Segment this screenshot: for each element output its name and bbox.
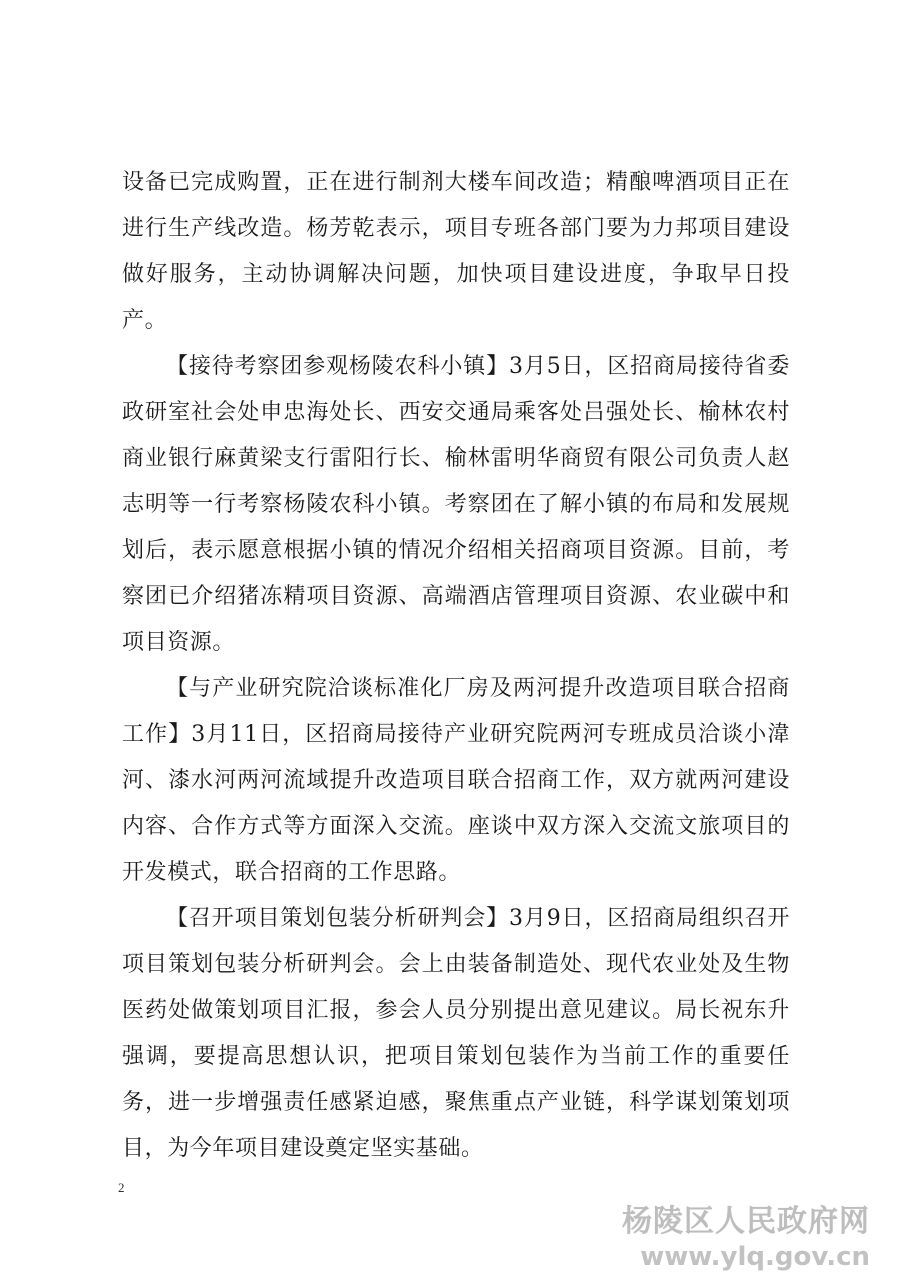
watermark [622, 1196, 870, 1272]
watermark-site-url: www.ylq.gov.cn [640, 1242, 870, 1272]
paragraph-industry-institute: 【与产业研究院洽谈标准化厂房及两河提升改造项目联合招商工作】3月11日，区招商局接待产业研究院两河专班成员洽谈小湋河、漆水河两河流域提升改造项目联合招商工作，双方就两河建设内容、合作方式等方面深入交流。座谈中双方深入交流文旅项目的开发模式，联合招商的工作思路。 [122, 676, 790, 885]
page-number: 2 [118, 1180, 125, 1195]
paragraph-project-planning-meeting: 【召开项目策划包装分析研判会】3月9日，区招商局组织召开项目策划包装分析研判会。会上由装备制造处、现代农业处及生物医药处做策划项目汇报，参会人员分别提出意见建议。局长祝东升强调，要提高思想认识，把项目策划包装作为当前工作的重要任务，进一步增强责任感紧迫感，聚焦重点产业链，科学谋划策划项目，为今年项目建设奠定坚实基础。 [122, 906, 790, 1161]
watermark-site-name: 杨陵区人民政府网 [622, 1204, 870, 1239]
paragraph-inspection-tour: 【接待考察团参观杨陵农科小镇】3月5日，区招商局接待省委政研室社会处申忠海处长、西安交通局乘客处吕强处长、榆林农村商业银行麻黄梁支行雷阳行长、榆林雷明华商贸有限公司负责人赵志明等一行考察杨陵农科小镇。考察团在了解小镇的布局和发展规划后，表示愿意根据小镇的情况介绍相关招商项目资源。目前，考察团已介绍猪冻精项目资源、高端酒店管理项目资源、农业碳中和项目资源。 [122, 354, 790, 655]
paragraph-continuation: 设备已完成购置，正在进行制剂大楼车间改造；精酿啤酒项目正在进行生产线改造。杨芳乾表示，项目专班各部门要为力邦项目建设做好服务，主动协调解决问题，加快项目建设进度，争取早日投产。 [122, 170, 790, 333]
document-body [122, 160, 790, 1172]
